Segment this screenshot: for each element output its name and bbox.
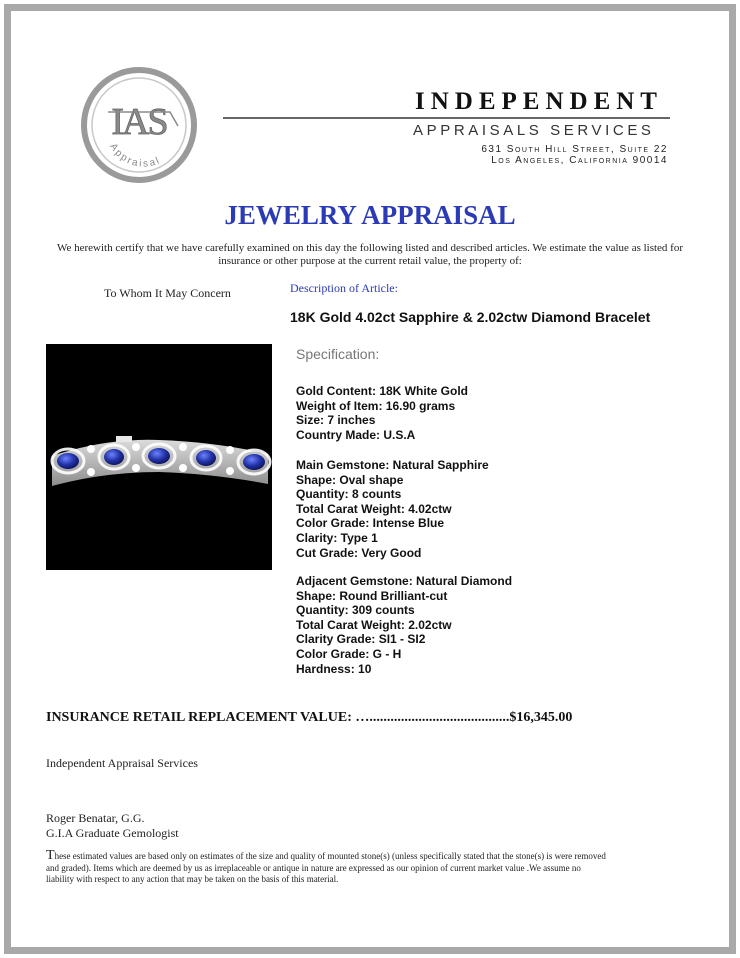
address-line-2: Los Angeles, California 90014 — [491, 155, 668, 166]
company-name: INDEPENDENT — [415, 88, 663, 115]
spec-weight: Weight of Item: 16.90 grams — [296, 398, 456, 413]
spec-adj-quantity: Quantity: 309 counts — [296, 603, 415, 618]
ias-logo — [80, 66, 198, 184]
spec-main-quantity: Quantity: 8 counts — [296, 487, 402, 502]
disclaimer-text: hese estimated values are based only on estimates of the size and quality of mounted stone(s) (unless specifically stated that the stone(s) is were removed and graded). Items which are deemed by us as irreplaceable or antique in nature are expressed as our opinion of current market value .We assume no liability with respect to any action that may be taken on the basis of this material. — [46, 851, 606, 884]
recipient: To Whom It May Concern — [104, 286, 231, 300]
specification-heading: Specification: — [296, 346, 380, 362]
adjacent-gemstone-specs — [296, 574, 512, 676]
footer-company: Independent Appraisal Services — [46, 756, 198, 770]
insurance-value: INSURANCE RETAIL REPLACEMENT VALUE: …........................................$16,345.00 — [46, 710, 573, 725]
item-title: 18K Gold 4.02ct Sapphire & 2.02ctw Diamond Bracelet — [290, 309, 651, 325]
description-label: Description of Article: — [290, 281, 398, 295]
main-gemstone-specs — [296, 458, 489, 560]
spec-main-gemstone: Main Gemstone: Natural Sapphire — [296, 458, 489, 472]
spec-main-cut: Cut Grade: Very Good — [296, 545, 422, 560]
spec-adj-shape: Shape: Round Brilliant-cut — [296, 588, 448, 603]
gold-specs — [296, 384, 468, 442]
spec-main-shape: Shape: Oval shape — [296, 472, 404, 487]
spec-country: Country Made: U.S.A — [296, 427, 416, 442]
spec-gold-content: Gold Content: 18K White Gold — [296, 384, 468, 398]
spec-adj-color: Color Grade: G - H — [296, 646, 402, 661]
spec-main-carat: Total Carat Weight: 4.02ctw — [296, 501, 452, 516]
disclaimer-initial: T — [46, 848, 55, 863]
logo-monogram: IAS — [111, 101, 167, 143]
bracelet-photo — [46, 344, 272, 570]
spec-size: Size: 7 inches — [296, 413, 376, 428]
bracelet-image — [46, 344, 272, 570]
signer-title: G.I.A Graduate Gemologist — [46, 826, 179, 840]
spec-adj-carat: Total Carat Weight: 2.02ctw — [296, 617, 452, 632]
spec-main-clarity: Clarity: Type 1 — [296, 530, 378, 545]
logo-ring-text: Appraisal — [107, 141, 163, 170]
address-line-1: 631 South Hill Street, Suite 22 — [481, 144, 668, 155]
document-title: JEWELRY APPRAISAL — [224, 200, 516, 230]
signer-name: Roger Benatar, G.G. — [46, 811, 145, 825]
spec-adj-hardness: Hardness: 10 — [296, 661, 372, 676]
spec-adj-gemstone: Adjacent Gemstone: Natural Diamond — [296, 574, 513, 588]
disclaimer — [46, 850, 606, 886]
certification-text: We herewith certify that we have carefully examined on this day the following listed and described articles. We estimate the value as listed for insurance or other purpose at the current retail value, the property of: — [56, 242, 684, 267]
company-subtitle: APPRAISALS SERVICES — [413, 122, 655, 139]
spec-main-color: Color Grade: Intense Blue — [296, 516, 445, 531]
header-divider — [223, 117, 670, 119]
spec-adj-clarity: Clarity Grade: SI1 - SI2 — [296, 632, 426, 647]
